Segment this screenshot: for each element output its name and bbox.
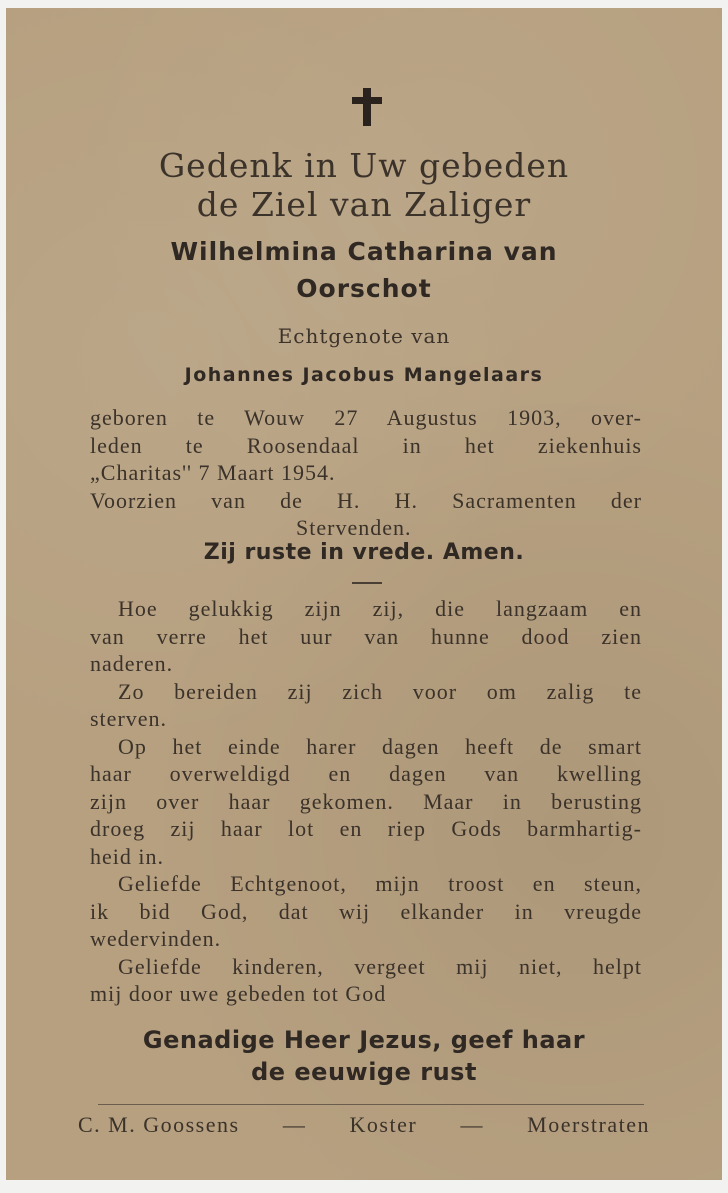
- memorial-card: [6, 8, 722, 1180]
- prayer-line: droeg zij haar lot en riep Gods barmhartig-: [90, 816, 642, 841]
- bio-line: Stervenden.: [296, 515, 412, 540]
- prayer-line: sterven.: [90, 706, 168, 731]
- deceased-name-line-1: Wilhelmina Catharina van: [170, 237, 558, 266]
- biography: [90, 404, 642, 542]
- prayer-line: Hoe gelukkig zijn zij, die langzaam en: [118, 596, 642, 621]
- prayer-line: Geliefde Echtgenoot, mijn troost en steun,: [118, 871, 642, 896]
- prayer-line: wedervinden.: [90, 926, 222, 951]
- cross-icon: [350, 86, 384, 128]
- rest-in-peace-line: Zij ruste in vrede. Amen.: [203, 540, 525, 565]
- footer-rule: [98, 1104, 644, 1105]
- footer-separator: —: [282, 1112, 307, 1137]
- prayer-line: Zo bereiden zij zich voor om zalig te: [118, 678, 642, 704]
- prayer-line: haar overweldigd en dagen van kwelling: [90, 761, 642, 786]
- closing-line-1: Genadige Heer Jezus, geef haar: [142, 1026, 586, 1054]
- printer-town: Moerstraten: [527, 1112, 650, 1137]
- prayer-line: heid in.: [90, 843, 164, 869]
- prayer-line: mij door uwe gebeden tot God: [90, 981, 387, 1006]
- spouse-label: Echtgenote van: [277, 324, 451, 348]
- bio-line: „Charitas'' 7 Maart 1954.: [90, 460, 336, 485]
- prayer-line: naderen.: [90, 651, 174, 676]
- bio-line: leden te Roosendaal in het ziekenhuis: [90, 432, 642, 458]
- prayer-line: zijn over haar gekomen. Maar in berusting: [90, 788, 642, 814]
- closing-line-2: de eeuwige rust: [251, 1058, 477, 1086]
- divider: [352, 582, 382, 584]
- prayer-line: Op het einde harer dagen heeft de smart: [118, 733, 642, 759]
- printer-name: C. M. Goossens: [78, 1112, 240, 1137]
- printer-role: Koster: [349, 1112, 418, 1137]
- printer-credit: [78, 1112, 650, 1138]
- prayer-line: Geliefde kinderen, vergeet mij niet, helpt: [118, 953, 642, 979]
- deceased-name-line-2: Oorschot: [296, 274, 432, 303]
- footer-separator: —: [460, 1112, 484, 1137]
- prayer-line: van verre het uur van hunne dood zien: [90, 623, 642, 649]
- heading-line-1: Gedenk in Uw gebeden: [158, 146, 570, 185]
- bio-line: Voorzien van de H. H. Sacramenten der: [90, 487, 642, 513]
- bio-line: geboren te Wouw 27 Augustus 1903, over-: [90, 405, 642, 430]
- heading-line-2: de Ziel van Zaliger: [196, 185, 532, 224]
- prayer-text: [90, 595, 642, 1008]
- prayer-line: ik bid God, dat wij elkander in vreugde: [90, 898, 642, 924]
- spouse-name: Johannes Jacobus Mangelaars: [184, 364, 544, 386]
